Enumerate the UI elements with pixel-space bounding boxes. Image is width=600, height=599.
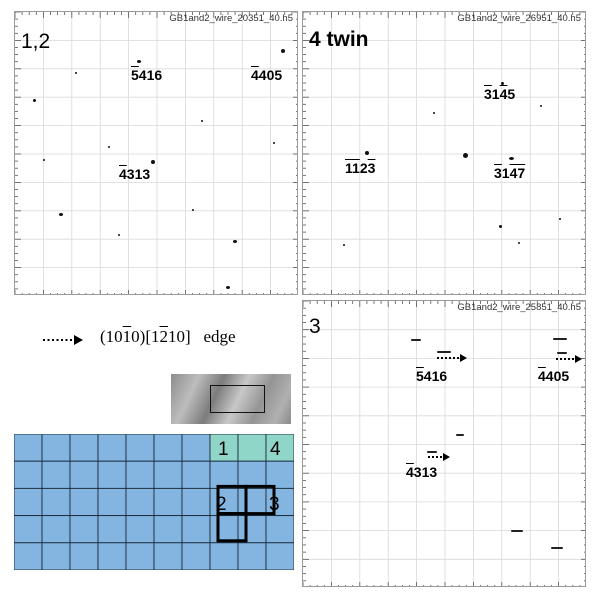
grid-cell bbox=[238, 434, 266, 461]
reflection-label: 4313 bbox=[406, 464, 438, 480]
diffraction-streak bbox=[411, 339, 421, 341]
diffraction-spot bbox=[226, 286, 230, 289]
diffraction-panel-1-2 bbox=[14, 11, 298, 295]
grid-cell bbox=[182, 461, 210, 488]
diffraction-spot bbox=[201, 120, 203, 122]
grid-cell bbox=[266, 461, 294, 488]
panel-filename: GB1and2_wire_20351_40.h5 bbox=[169, 13, 293, 24]
grid-cell bbox=[42, 488, 70, 515]
cell-label-3: 3 bbox=[269, 494, 280, 515]
grid-cell bbox=[210, 461, 238, 488]
grid-cell bbox=[70, 516, 98, 543]
grid-cell bbox=[210, 543, 238, 570]
grid-cell bbox=[210, 516, 238, 543]
grid-cell bbox=[238, 488, 266, 515]
reflection-label: 3145 bbox=[484, 86, 516, 102]
grid-cell bbox=[182, 516, 210, 543]
grid-cell bbox=[238, 516, 266, 543]
diffraction-spot bbox=[281, 49, 285, 53]
diffraction-spot bbox=[343, 244, 345, 246]
grid-cell bbox=[154, 488, 182, 515]
grid-cell bbox=[238, 461, 266, 488]
grid-cell bbox=[182, 543, 210, 570]
reflection-label: 4313 bbox=[119, 166, 151, 182]
diffraction-streak bbox=[456, 434, 464, 436]
panel-label: 1,2 bbox=[21, 30, 51, 53]
grid-cell bbox=[154, 543, 182, 570]
panel-gridlines bbox=[15, 12, 298, 295]
grid-cell bbox=[70, 488, 98, 515]
diffraction-spot bbox=[137, 60, 141, 63]
grid-cells bbox=[14, 434, 294, 570]
dotted-arrow-icon bbox=[555, 354, 583, 364]
grid-cell bbox=[14, 488, 42, 515]
grid-cell bbox=[14, 461, 42, 488]
grid-cell bbox=[238, 543, 266, 570]
diffraction-spot bbox=[365, 151, 369, 155]
grid-cell bbox=[266, 543, 294, 570]
diffraction-spot bbox=[75, 72, 77, 74]
diffraction-streak bbox=[551, 547, 563, 549]
grid-cell bbox=[154, 516, 182, 543]
grid-cell bbox=[98, 434, 126, 461]
panel-gridlines bbox=[303, 301, 586, 587]
grid-cell bbox=[154, 461, 182, 488]
diffraction-spot bbox=[151, 160, 155, 164]
diffraction-spot bbox=[192, 209, 194, 211]
grid-cell bbox=[42, 516, 70, 543]
diffraction-spot bbox=[233, 240, 237, 243]
grid-cell bbox=[126, 516, 154, 543]
legend-dislocation-type: edge bbox=[203, 327, 236, 346]
legend-slip-system: (1010)[1210] edge bbox=[100, 327, 236, 346]
panel-gridlines bbox=[303, 12, 586, 295]
diffraction-spot bbox=[559, 218, 561, 220]
grid-cell bbox=[126, 434, 154, 461]
grid-cell bbox=[42, 434, 70, 461]
diffraction-spot bbox=[501, 82, 504, 85]
region-box bbox=[210, 385, 265, 413]
panel-filename: GB1and2_wire_25851_40.h5 bbox=[457, 302, 581, 313]
diffraction-spot bbox=[59, 213, 63, 216]
diffraction-spot bbox=[518, 242, 520, 244]
grid-cell bbox=[266, 516, 294, 543]
reflection-label: 3147 bbox=[494, 165, 526, 181]
grid-cell bbox=[14, 516, 42, 543]
grid-cell bbox=[70, 543, 98, 570]
cell-label-2: 2 bbox=[216, 494, 227, 515]
grid-cell bbox=[98, 516, 126, 543]
reflection-label: 4405 bbox=[251, 67, 283, 83]
grid-cell bbox=[182, 488, 210, 515]
diffraction-panel-3 bbox=[302, 300, 586, 587]
grid-cell bbox=[98, 488, 126, 515]
diffraction-spot bbox=[108, 146, 110, 148]
diffraction-spot bbox=[433, 112, 435, 114]
diffraction-panel-4-twin bbox=[302, 11, 586, 295]
reflection-label: 5416 bbox=[131, 67, 163, 83]
diffraction-spot bbox=[540, 105, 542, 107]
grid-cell bbox=[126, 543, 154, 570]
micrograph-inset bbox=[171, 374, 291, 424]
grid-cell bbox=[182, 434, 210, 461]
diffraction-streak bbox=[511, 530, 523, 532]
grid-cell bbox=[70, 461, 98, 488]
grid-cell bbox=[70, 434, 98, 461]
cell-label-1: 1 bbox=[218, 439, 229, 460]
grid-cell bbox=[126, 461, 154, 488]
diffraction-spot bbox=[463, 153, 468, 158]
reflection-label: 5416 bbox=[416, 368, 448, 384]
reflection-label: 1123 bbox=[345, 160, 376, 176]
dotted-arrow-icon bbox=[427, 452, 451, 462]
grid-cell bbox=[14, 543, 42, 570]
diffraction-spot bbox=[499, 225, 502, 228]
grid-cell bbox=[154, 434, 182, 461]
diffraction-spot bbox=[273, 142, 275, 144]
cell-label-4: 4 bbox=[270, 439, 281, 460]
grid-cell bbox=[42, 543, 70, 570]
panel-filename: GB1and2_wire_26951_40.h5 bbox=[457, 13, 581, 24]
diffraction-spot bbox=[118, 234, 120, 236]
dotted-arrow-icon bbox=[42, 334, 84, 346]
grid-cell bbox=[42, 461, 70, 488]
diffraction-streak bbox=[553, 338, 567, 340]
diffraction-spot bbox=[33, 99, 36, 102]
dotted-arrow-icon bbox=[436, 353, 468, 363]
grid-cell bbox=[98, 461, 126, 488]
grid-cell bbox=[98, 543, 126, 570]
panel-label: 4 twin bbox=[309, 28, 369, 51]
reflection-label: 4405 bbox=[538, 368, 570, 384]
grain-grid-map bbox=[14, 434, 294, 570]
grid-cell bbox=[126, 488, 154, 515]
diffraction-spot bbox=[509, 157, 514, 160]
panel-label: 3 bbox=[309, 315, 321, 338]
grid-cell bbox=[14, 434, 42, 461]
diffraction-spot bbox=[43, 159, 45, 161]
